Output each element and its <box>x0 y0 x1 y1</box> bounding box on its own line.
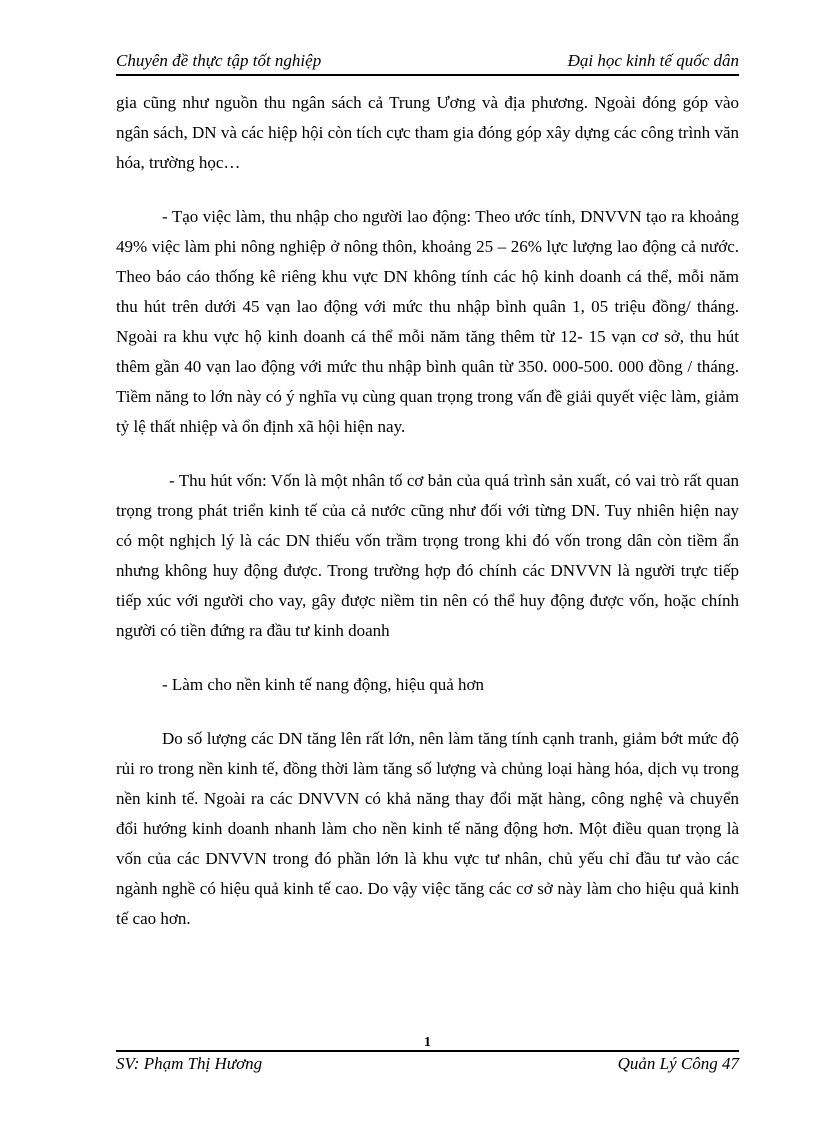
footer-student-name: SV: Phạm Thị Hương <box>116 1054 263 1073</box>
body-text <box>116 88 739 934</box>
page-number: 1 <box>424 1035 431 1050</box>
footer-class-name: Quản Lý Công 47 <box>617 1054 739 1073</box>
footer-divider <box>116 1050 739 1052</box>
paragraph-capital: - Thu hút vốn: Vốn là một nhân tố cơ bản của quá trình sản xuất, có vai trò rất quan trọng trong phát triển kinh tế của cả nước cũng như đối với từng DN. Tuy nhiên hiện nay có một nghịch lý là các DN thiếu vốn trầm trọng trong khi đó vốn trong dân còn tiềm ẩn nhưng không huy động được. Trong trường hợp đó chính các DNVVN là người trực tiếp tiếp xúc với người cho vay, gây được niềm tin nên có thể huy động được vốn, hoặc chính người có tiền đứng ra đầu tư kinh doanh <box>116 471 739 640</box>
header-title-right: Đại học kinh tế quốc dân <box>567 51 739 70</box>
header-title-left: Chuyên đề thực tập tốt nghiệp <box>116 51 322 70</box>
paragraph-employment: - Tạo việc làm, thu nhập cho người lao động: Theo ước tính, DNVVN tạo ra khoảng 49% việc làm phi nông nghiệp ở nông thôn, khoảng 25 – 26% lực lượng lao động cả nước. Theo báo cáo thống kê riêng khu vực DN không tính các hộ kinh doanh cá thể, mỗi năm thu hút trên dưới 45 vạn lao động với mức thu nhập bình quân 1, 05 triệu đồng/ tháng. Ngoài ra khu vực hộ kinh doanh cá thể mỗi năm tăng thêm từ 12- 15 vạn cơ sở, thu hút thêm gần 40 vạn lao động với mức thu nhập bình quân từ 350. 000-500. 000 đồng / tháng. Tiềm năng to lớn này có ý nghĩa vụ cùng quan trọng trong vấn đề giải quyết việc làm, giảm tỷ lệ thất nhiệp và ổn định xã hội hiện nay. <box>116 207 739 436</box>
paragraph-competition: Do số lượng các DN tăng lên rất lớn, nên làm tăng tính cạnh tranh, giảm bớt mức độ rủi ro trong nền kinh tế, đồng thời làm tăng số lượng và chủng loại hàng hóa, dịch vụ trong nền kinh tế. Ngoài ra các DNVVN có khả năng thay đổi mặt hàng, công nghệ và chuyển đổi hướng kinh doanh nhanh làm cho nền kinh tế năng động hơn. Một điều quan trọng là vốn của các DNVVN trong đó phần lớn là khu vực tư nhân, chủ yếu chỉ đầu tư vào các ngành nghề có hiệu quả kinh tế cao. Do vậy việc tăng các cơ sở này làm cho hiệu quả kinh tế cao hơn. <box>116 729 739 928</box>
paragraph-dynamic-economy-heading: - Làm cho nền kinh tế nang động, hiệu quả hơn <box>162 675 484 694</box>
page-header <box>116 48 739 76</box>
paragraph-budget-contribution: gia cũng như nguồn thu ngân sách cả Trung Ương và địa phương. Ngoài đóng góp vào ngân sách, DN và các hiệp hội còn tích cực tham gia đóng góp xây dựng các công trình văn hóa, trường học… <box>116 93 739 172</box>
